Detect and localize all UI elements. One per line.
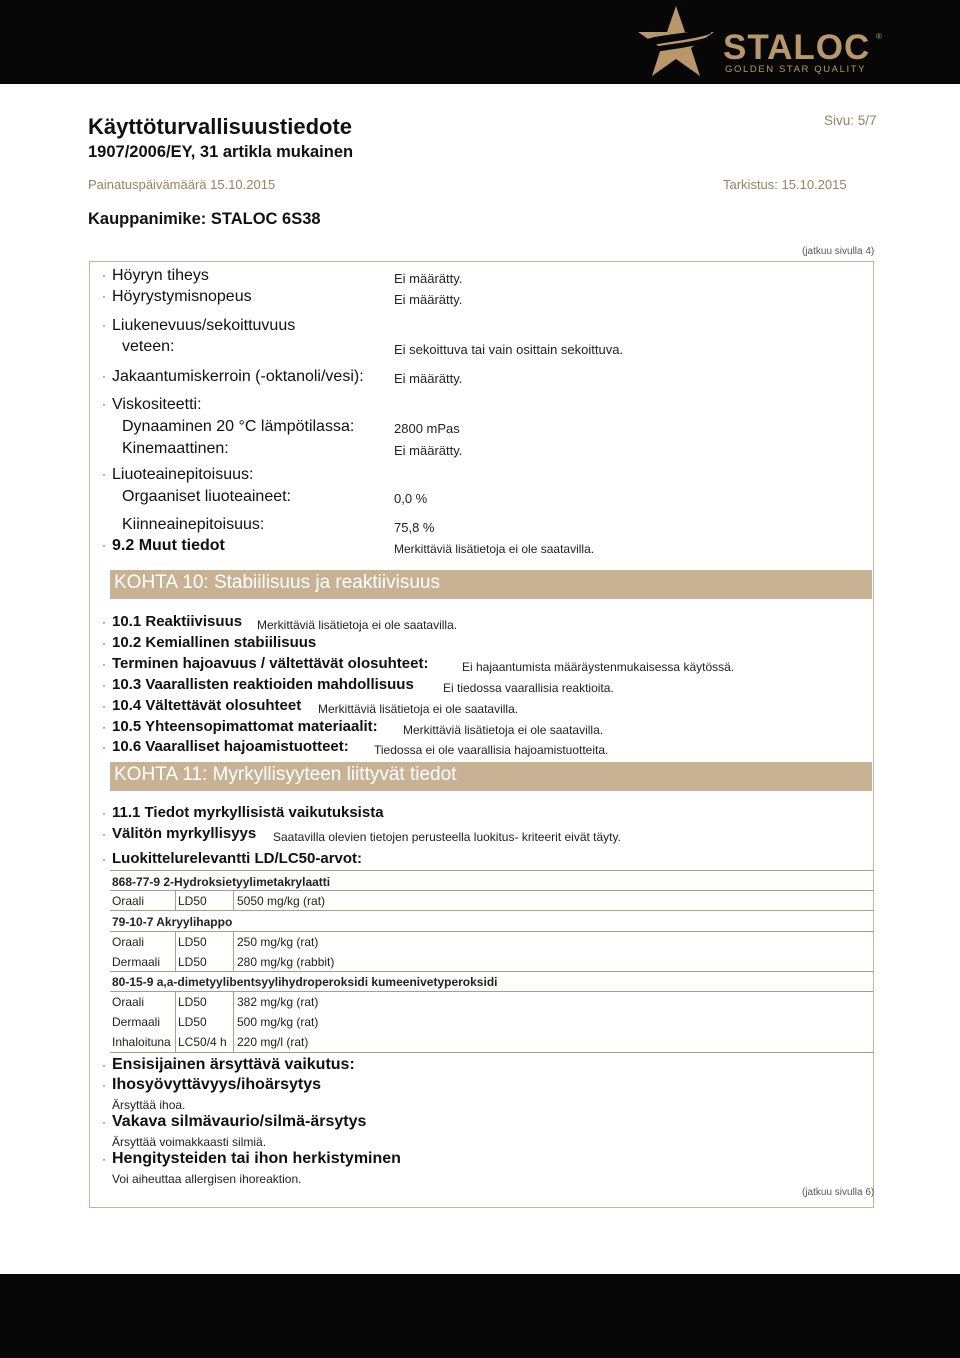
print-date: Painatuspäivämäärä 15.10.2015 xyxy=(88,177,276,192)
organic-solvents-label: Orgaaniset liuoteaineet: xyxy=(122,488,291,505)
bullet: · xyxy=(102,318,106,332)
continued-on: (jatkuu sivulla 6) xyxy=(802,1187,875,1198)
incompatible-materials-value: Merkittäviä lisätietoja ei ole saatavilla. xyxy=(403,723,604,737)
type-cell: LD50 xyxy=(178,1015,207,1029)
value-cell: 250 mg/kg (rat) xyxy=(237,935,319,949)
toxic-effects-label: 11.1 Tiedot myrkyllisistä vaikutuksista xyxy=(112,804,384,821)
acute-toxicity-value: Saatavilla olevien tietojen perusteella luokitus- kriteerit eivät täyty. xyxy=(273,830,621,844)
route-cell: Oraali xyxy=(112,935,145,949)
solubility-value: Ei sekoittuva tai vain osittain sekoittuva. xyxy=(394,342,624,357)
decomposition-products-value: Tiedossa ei ole vaarallisia hajoamistuotteita. xyxy=(374,743,609,757)
bullet: · xyxy=(102,720,106,734)
bullet: · xyxy=(102,615,106,629)
footer-bar xyxy=(0,1274,960,1358)
acute-toxicity-label: Välitön myrkyllisyys xyxy=(112,825,257,842)
type-cell: LD50 xyxy=(178,894,207,908)
solvent-content-label: Liuoteainepitoisuus: xyxy=(112,466,254,483)
bullet: · xyxy=(102,289,106,303)
value-cell: 5050 mg/kg (rat) xyxy=(237,894,326,908)
bullet: · xyxy=(102,1152,106,1166)
decomposition-products-label: 10.6 Vaaralliset hajoamistuotteet: xyxy=(112,738,349,755)
dynamic-viscosity-value: 2800 mPas xyxy=(394,421,460,436)
bullet: · xyxy=(102,369,106,383)
solids-content-label: Kiinneainepitoisuus: xyxy=(122,516,265,533)
vapour-density-label: Höyryn tiheys xyxy=(112,267,209,284)
route-cell: Oraali xyxy=(112,894,145,908)
vapour-density-value: Ei määrätty. xyxy=(394,271,463,286)
header-bar xyxy=(0,0,960,84)
value-cell: 500 mg/kg (rat) xyxy=(237,1015,319,1029)
type-cell: LD50 xyxy=(178,995,207,1009)
bullet: · xyxy=(102,806,106,820)
revision-date: Tarkistus: 15.10.2015 xyxy=(723,177,847,192)
document-title: Käyttöturvallisuustiedote xyxy=(88,114,353,139)
route-cell: Inhaloituna xyxy=(112,1035,171,1049)
incompatible-materials-label: 10.5 Yhteensopimattomat materiaalit: xyxy=(112,718,378,735)
bullet: · xyxy=(102,657,106,671)
substance-title: 80-15-9 a,a-dimetyylibentsyylihydroperoksidi kumeenivetyperoksidi xyxy=(112,975,498,989)
hazardous-reactions-value: Ei tiedossa vaarallisia reaktioita. xyxy=(443,681,614,695)
route-cell: Dermaali xyxy=(112,955,161,969)
decomposition-label: Terminen hajoavuus / vältettävät olosuhteet: xyxy=(112,655,429,672)
conditions-avoid-label: 10.4 Vältettävät olosuhteet xyxy=(112,697,302,714)
value-cell: 382 mg/kg (rat) xyxy=(237,995,319,1009)
skin-corrosion-label: Ihosyövyttävyys/ihoärsytys xyxy=(112,1076,321,1093)
bullet: · xyxy=(102,636,106,650)
hazardous-reactions-label: 10.3 Vaarallisten reaktioiden mahdollisuus xyxy=(112,676,414,693)
evaporation-label: Höyrystymisnopeus xyxy=(112,288,252,305)
brand-name: STALOC xyxy=(723,28,871,67)
type-cell: LD50 xyxy=(178,955,207,969)
bullet: · xyxy=(102,467,106,481)
document-subtitle: 1907/2006/EY, 31 artikla mukainen xyxy=(88,143,354,161)
page-number: Sivu: 5/7 xyxy=(824,113,877,128)
staloc-logo xyxy=(630,4,930,80)
trade-name: Kauppanimike: STALOC 6S38 xyxy=(88,210,321,228)
bullet: · xyxy=(102,397,106,411)
bullet: · xyxy=(102,1078,106,1092)
partition-value: Ei määrätty. xyxy=(394,371,463,386)
kinematic-viscosity-value: Ei määrätty. xyxy=(394,443,463,458)
dynamic-viscosity-label: Dynaaminen 20 °C lämpötilassa: xyxy=(122,418,355,435)
sensitisation-value: Voi aiheuttaa allergisen ihoreaktion. xyxy=(112,1172,302,1186)
value-cell: 280 mg/kg (rabbit) xyxy=(237,955,335,969)
bullet: · xyxy=(102,1115,106,1129)
solubility-label: Liukenevuus/sekoittuvuus xyxy=(112,317,296,334)
solids-content-value: 75,8 % xyxy=(394,520,435,535)
ld-lc50-label: Luokittelurelevantti LD/LC50-arvot: xyxy=(112,850,363,867)
brand-tagline: GOLDEN STAR QUALITY xyxy=(725,64,867,75)
sensitisation-label: Hengitysteiden tai ihon herkistyminen xyxy=(112,1150,401,1167)
bullet: · xyxy=(102,538,106,552)
bullet: · xyxy=(102,268,106,282)
bullet: · xyxy=(102,852,106,866)
eye-damage-value: Ärsyttää voimakkaasti silmiä. xyxy=(112,1135,267,1149)
star-logo-icon xyxy=(630,4,720,80)
stability-label: 10.2 Kemiallinen stabiilisuus xyxy=(112,634,317,651)
continued-from: (jatkuu sivulla 4) xyxy=(802,246,875,257)
bullet: · xyxy=(102,678,106,692)
substance-title: 868-77-9 2-Hydroksietyylimetakrylaatti xyxy=(112,875,331,889)
substance-title: 79-10-7 Akryylihappo xyxy=(112,915,233,929)
other-info-label: 9.2 Muut tiedot xyxy=(112,537,225,554)
kinematic-viscosity-label: Kinemaattinen: xyxy=(122,440,229,457)
organic-solvents-value: 0,0 % xyxy=(394,491,428,506)
reactivity-label: 10.1 Reaktiivisuus xyxy=(112,613,243,630)
evaporation-value: Ei määrätty. xyxy=(394,292,463,307)
eye-damage-label: Vakava silmävaurio/silmä-ärsytys xyxy=(112,1113,367,1130)
bullet: · xyxy=(102,827,106,841)
conditions-avoid-value: Merkittäviä lisätietoja ei ole saatavilla. xyxy=(318,702,519,716)
registered-mark: ® xyxy=(876,32,882,41)
partition-label: Jakaantumiskerroin (-oktanoli/vesi): xyxy=(112,368,364,385)
bullet: · xyxy=(102,1058,106,1072)
solubility-label-2: veteen: xyxy=(122,338,175,355)
section-10-heading: KOHTA 10: Stabiilisuus ja reaktiivisuus xyxy=(110,570,873,599)
value-cell: 220 mg/l (rat) xyxy=(237,1035,309,1049)
decomposition-value: Ei hajaantumista määräystenmukaisessa käytössä. xyxy=(462,660,735,674)
reactivity-value: Merkittäviä lisätietoja ei ole saatavilla. xyxy=(257,618,458,632)
section-11-heading: KOHTA 11: Myrkyllisyyteen liittyvät tiedot xyxy=(110,762,873,791)
route-cell: Dermaali xyxy=(112,1015,161,1029)
primary-irritant-label: Ensisijainen ärsyttävä vaikutus: xyxy=(112,1056,355,1073)
bullet: · xyxy=(102,699,106,713)
type-cell: LC50/4 h xyxy=(178,1035,227,1049)
bullet: · xyxy=(102,740,106,754)
viscosity-label: Viskositeetti: xyxy=(112,396,202,413)
skin-corrosion-value: Ärsyttää ihoa. xyxy=(112,1098,186,1112)
type-cell: LD50 xyxy=(178,935,207,949)
route-cell: Oraali xyxy=(112,995,145,1009)
other-info-value: Merkittäviä lisätietoja ei ole saatavilla. xyxy=(394,542,595,556)
